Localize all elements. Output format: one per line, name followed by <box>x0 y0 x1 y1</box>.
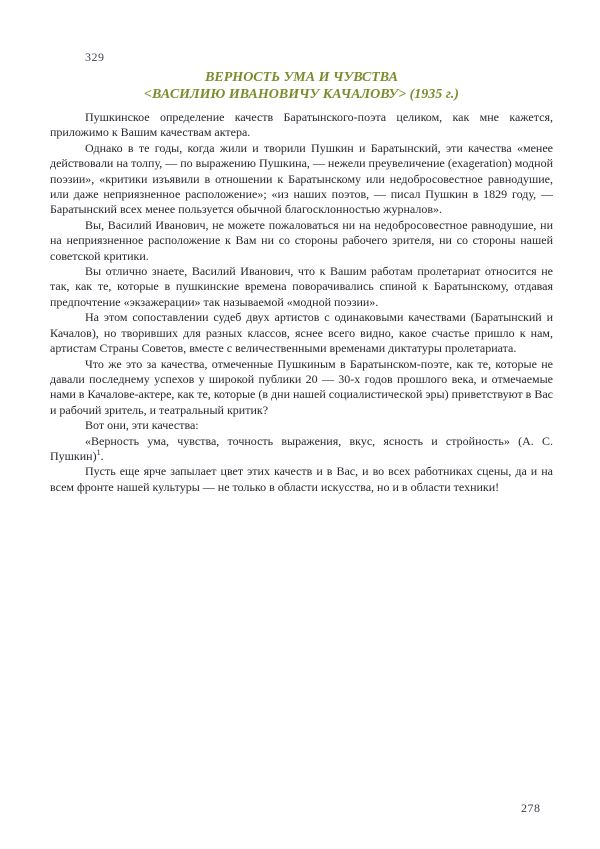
article-body <box>50 110 553 495</box>
article-title-line2: <ВАСИЛИЮ ИВАНОВИЧУ КАЧАЛОВУ> (1935 г.) <box>144 86 459 102</box>
paragraph-2: Однако в те годы, когда жили и творили Пушкин и Баратынский, эти качества «менее действовали на толпу, — по выражению Пушкина, — нежели преувеличение (exageration) модной поэзии», «критики изъявили в отношении к Баратынскому или недобросовестное равнодушие, или даже неприязненное расположение»; «из наших поэтов, — писал Пушкин в 1829 году, — Баратынский всех менее пользуется обычной благосклонностью журналов». <box>50 140 553 217</box>
paragraph-8-quote <box>50 434 553 465</box>
top-page-number: 329 <box>85 50 105 64</box>
paragraph-3: Вы, Василий Иванович, не можете пожаловаться ни на недобросовестное равнодушие, ни на неприязненное расположение к Вам ни со стороны рабочего зрителя, ни со стороны нашей советской критики. <box>50 217 553 263</box>
quote-text: «Верность ума, чувства, точность выражения, вкус, ясность и стройность» (А. С. Пушкин) <box>50 433 553 463</box>
quote-tail: . <box>100 448 104 463</box>
paragraph-5: На этом сопоставлении судеб двух артистов с одинаковыми качествами (Баратынский и Качалов), но творивших для разных классов, яснее всего видно, какое счастье пришло к нам, артистам Страны Советов, вместе с величественными временами диктатуры пролетариата. <box>50 310 553 356</box>
paragraph-9: Пусть еще ярче запылает цвет этих качеств и в Вас, и во всех работниках сцены, да и на всем фронте нашей культуры — не только в области искусства, но и в области техники! <box>50 464 553 494</box>
paragraph-1: Пушкинское определение качеств Баратынского-поэта целиком, как мне кажется, приложимо к Вашим качествам актера. <box>50 110 553 140</box>
bottom-page-number: 278 <box>521 801 541 815</box>
title-block <box>50 0 553 103</box>
footnote-reference: 1 <box>96 447 101 457</box>
paragraph-4: Вы отлично знаете, Василий Иванович, что к Вашим работам пролетариат относится не так, как те, которые в пушкинские времена поворачивались спиной к Баратынскому, отдавая предпочтение «экзажерации» так называемой «модной поэзии». <box>50 264 553 309</box>
paragraph-6: Что же это за качества, отмеченные Пушкиным в Баратынском-поэте, как те, которые не давали последнему успехов у широкой публики 20 — 30-х годов прошлого века, и отмечаемые нами в Качалове-актере, как те, которые (в дни нашей социалистической эры) приветствуют в Вас и рабочий зритель, и театральный критик? <box>50 356 553 417</box>
article-title-line1: ВЕРНОСТЬ УМА И ЧУВСТВА <box>205 70 398 85</box>
paragraph-7: Вот они, эти качества: <box>85 418 199 433</box>
